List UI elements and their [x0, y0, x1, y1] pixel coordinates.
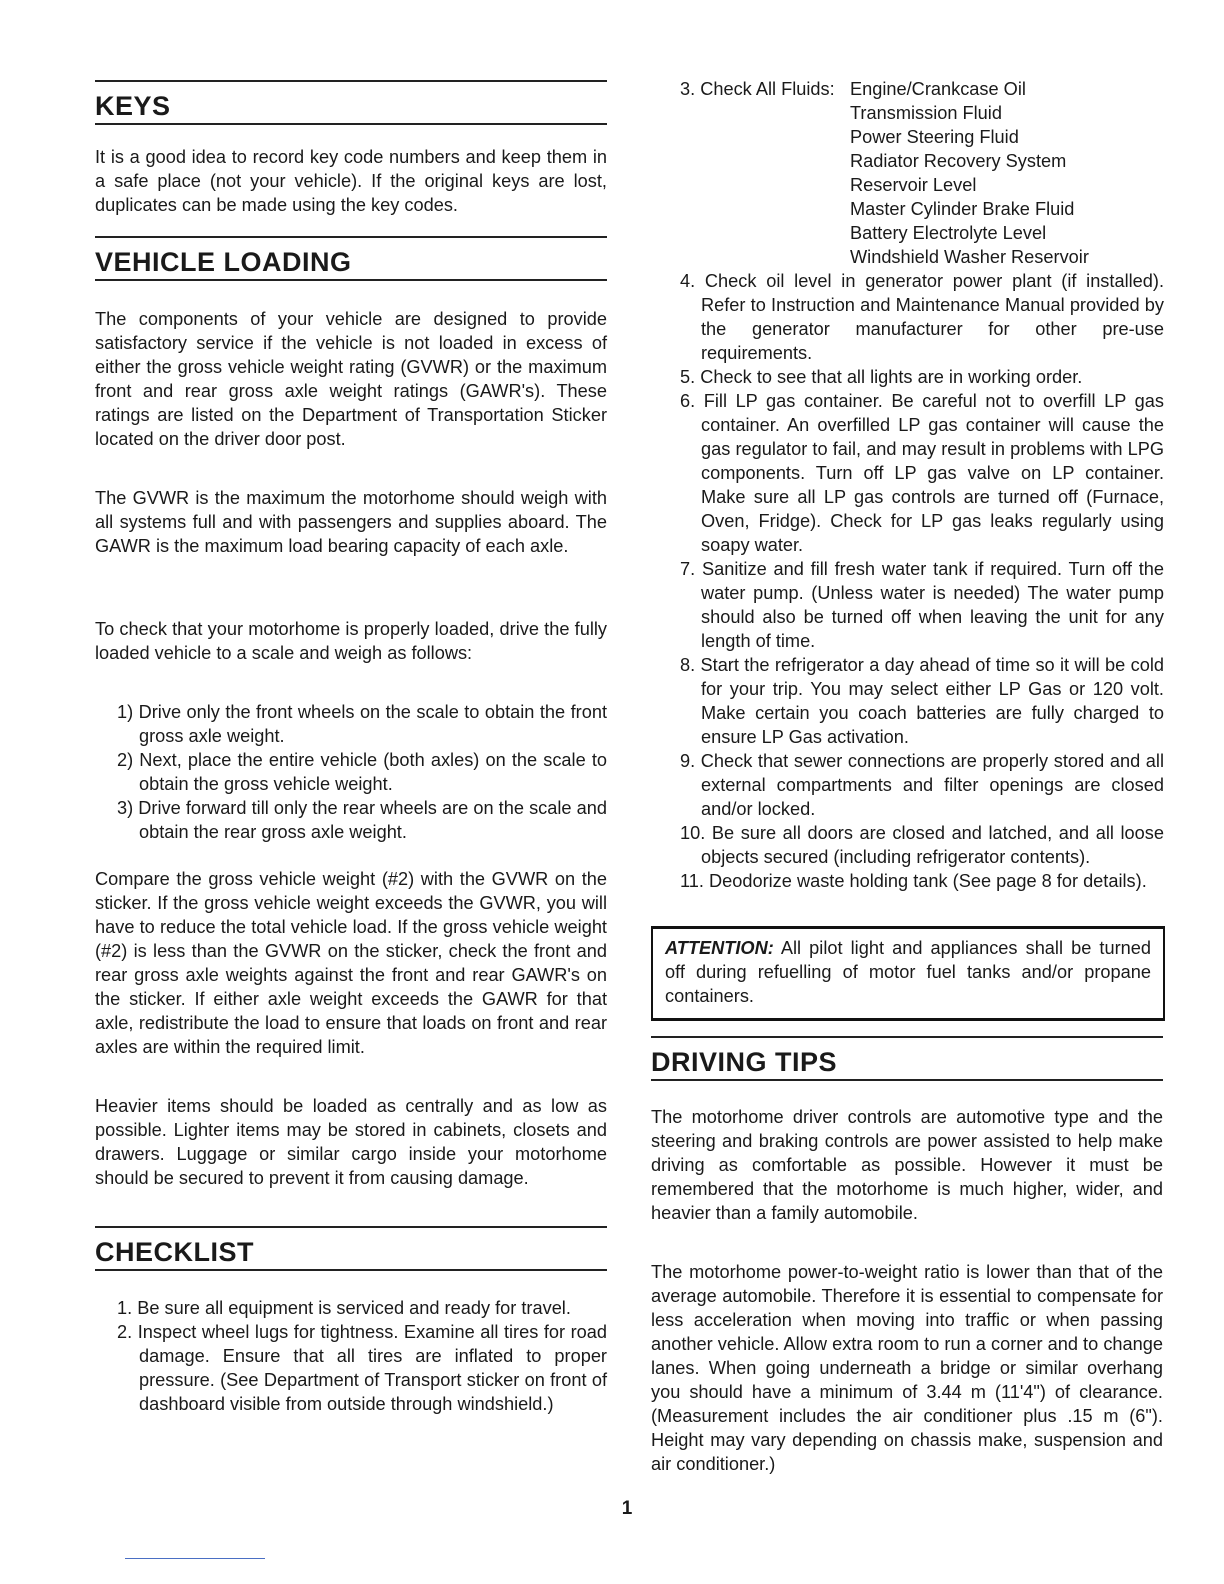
checklist-left: [117, 1296, 607, 1416]
list-item: 2) Next, place the entire vehicle (both axles) on the scale to obtain the gross vehicle weight.: [117, 750, 607, 794]
keys-heading: KEYS: [95, 91, 171, 121]
keys-heading-block: [95, 80, 607, 125]
checklist-right: [680, 269, 1164, 893]
list-item: 5. Check to see that all lights are in working order.: [680, 367, 1083, 387]
checklist-heading: CHECKLIST: [95, 1237, 254, 1267]
list-item: 3) Drive forward till only the rear wheels are on the scale and obtain the rear gross axle weight.: [117, 798, 607, 842]
fluid-item: Master Cylinder Brake Fluid: [850, 199, 1075, 219]
fluid-item: Battery Electrolyte Level: [850, 223, 1047, 243]
fluid-item: Windshield Washer Reservoir: [850, 247, 1089, 267]
list-item: [680, 101, 1170, 125]
gvwr-paragraph: The GVWR is the maximum the motorhome should weigh with all systems full and with passengers and supplies aboard. The GAWR is the maximum load bearing capacity of each axle.: [95, 488, 607, 556]
list-item: [680, 125, 1170, 149]
driving-tips-heading: DRIVING TIPS: [651, 1047, 838, 1077]
list-item: [680, 197, 1170, 221]
divider: [95, 279, 607, 281]
fluid-item: Transmission Fluid: [850, 103, 1002, 123]
attention-text: All pilot light and appliances shall be turned off during refuelling of motor fuel tanks and/or propane containers.: [665, 938, 1151, 1006]
list-item: 1) Drive only the front wheels on the scale to obtain the front gross axle weight.: [117, 702, 607, 746]
list-item: 10. Be sure all doors are closed and latched, and all loose objects secured (including refrigerator contents).: [680, 823, 1164, 867]
vehicle-loading-heading-block: [95, 236, 607, 281]
divider: [651, 1079, 1163, 1081]
fluid-item: Power Steering Fluid: [850, 127, 1019, 147]
fluids-label: 3. Check All Fluids:: [680, 79, 835, 99]
list-item: 2. Inspect wheel lugs for tightness. Examine all tires for road damage. Ensure that all tires are inflated to proper pressure. (See Department of Transport sticker on front of dashboard visible from outside through windshield.): [117, 1322, 607, 1414]
list-item: [680, 245, 1170, 269]
divider: [95, 123, 607, 125]
list-item: [680, 221, 1170, 245]
attention-box: [651, 926, 1165, 1021]
list-item: 7. Sanitize and fill fresh water tank if required. Turn off the water pump. (Unless water is needed) The water pump should also be turned off when leaving the unit for any length of time.: [680, 559, 1164, 651]
weighing-steps: [117, 700, 607, 844]
keys-paragraph: It is a good idea to record key code numbers and keep them in a safe place (not your vehicle). If the original keys are lost, duplicates can be made using the key codes.: [95, 147, 607, 215]
list-item: [680, 173, 1170, 197]
footnote-divider: [125, 1558, 265, 1559]
fluids-list: [680, 77, 1170, 269]
power-to-weight-paragraph: The motorhome power-to-weight ratio is lower than that of the average automobile. Therefore it is essential to compensate for less acceleration when moving into traffic or when passing another vehicle. Allow extra room to run a corner and to change lanes. When going underneath a bridge or similar overhang you should have a minimum of 3.44 m (11'4") of clearance. (Measurement includes the air conditioner plus .15 m (6"). Height may vary depending on chassis make, suspension and air conditioner.): [651, 1262, 1163, 1474]
check-loading-paragraph: To check that your motorhome is properly loaded, drive the fully loaded vehicle to a scale and weigh as follows:: [95, 619, 607, 663]
driving-tips-heading-block: [651, 1036, 1163, 1081]
fluid-item: Reservoir Level: [850, 175, 977, 195]
checklist-heading-block: [95, 1226, 607, 1271]
list-item: 1. Be sure all equipment is serviced and ready for travel.: [117, 1298, 571, 1318]
divider: [95, 1269, 607, 1271]
list-item: 11. Deodorize waste holding tank (See page 8 for details).: [680, 871, 1147, 891]
list-item: 8. Start the refrigerator a day ahead of time so it will be cold for your trip. You may select either LP Gas or 120 volt. Make certain you coach batteries are fully charged to ensure LP Gas activation.: [680, 655, 1164, 747]
fluid-item: Radiator Recovery System: [850, 151, 1067, 171]
vehicle-loading-intro: The components of your vehicle are designed to provide satisfactory service if the vehicle is not loaded in excess of either the gross vehicle weight rating (GVWR) or the maximum front and rear gross axle weight ratings (GAWR's). These ratings are listed on the Department of Transportation Sticker located on the driver door post.: [95, 309, 607, 449]
list-item: 9. Check that sewer connections are properly stored and all external compartments and filter openings are closed and/or locked.: [680, 751, 1164, 819]
list-item: [680, 77, 1170, 101]
page-number: 1: [621, 1498, 633, 1519]
compare-paragraph: Compare the gross vehicle weight (#2) with the GVWR on the sticker. If the gross vehicle weight exceeds the GVWR, you will have to reduce the total vehicle load. If the gross vehicle weight (#2) is less than the GVWR on the sticker, check the front and rear gross axle weights against the front and rear GAWR's on the sticker. If either axle weight exceeds the GAWR for that axle, redistribute the load to ensure that loads on front and rear axles are within the required limit.: [95, 869, 607, 1057]
fluid-item: Engine/Crankcase Oil: [850, 79, 1026, 99]
vehicle-loading-heading: VEHICLE LOADING: [95, 247, 352, 277]
driving-tips-intro: The motorhome driver controls are automotive type and the steering and braking controls are power assisted to help make driving as comfortable as possible. However it must be remembered that the motorhome is much higher, wider, and heavier than a family automobile.: [651, 1107, 1163, 1223]
attention-label: ATTENTION:: [665, 938, 774, 958]
heavier-items-paragraph: Heavier items should be loaded as centrally and as low as possible. Lighter items may be stored in cabinets, closets and drawers. Luggage or similar cargo inside your motorhome should be secured to prevent it from causing damage.: [95, 1096, 607, 1188]
list-item: 6. Fill LP gas container. Be careful not to overfill LP gas container. An overfilled LP gas container will cause the gas regulator to fail, and may result in problems with LPG components. Turn off LP gas valve on LP container. Make sure all LP gas controls are turned off (Furnace, Oven, Fridge). Check for LP gas leaks regularly using soapy water.: [680, 391, 1164, 555]
list-item: 4. Check oil level in generator power plant (if installed). Refer to Instruction and Maintenance Manual provided by the generator manufacturer for other pre-use requirements.: [680, 271, 1164, 363]
list-item: [680, 149, 1170, 173]
